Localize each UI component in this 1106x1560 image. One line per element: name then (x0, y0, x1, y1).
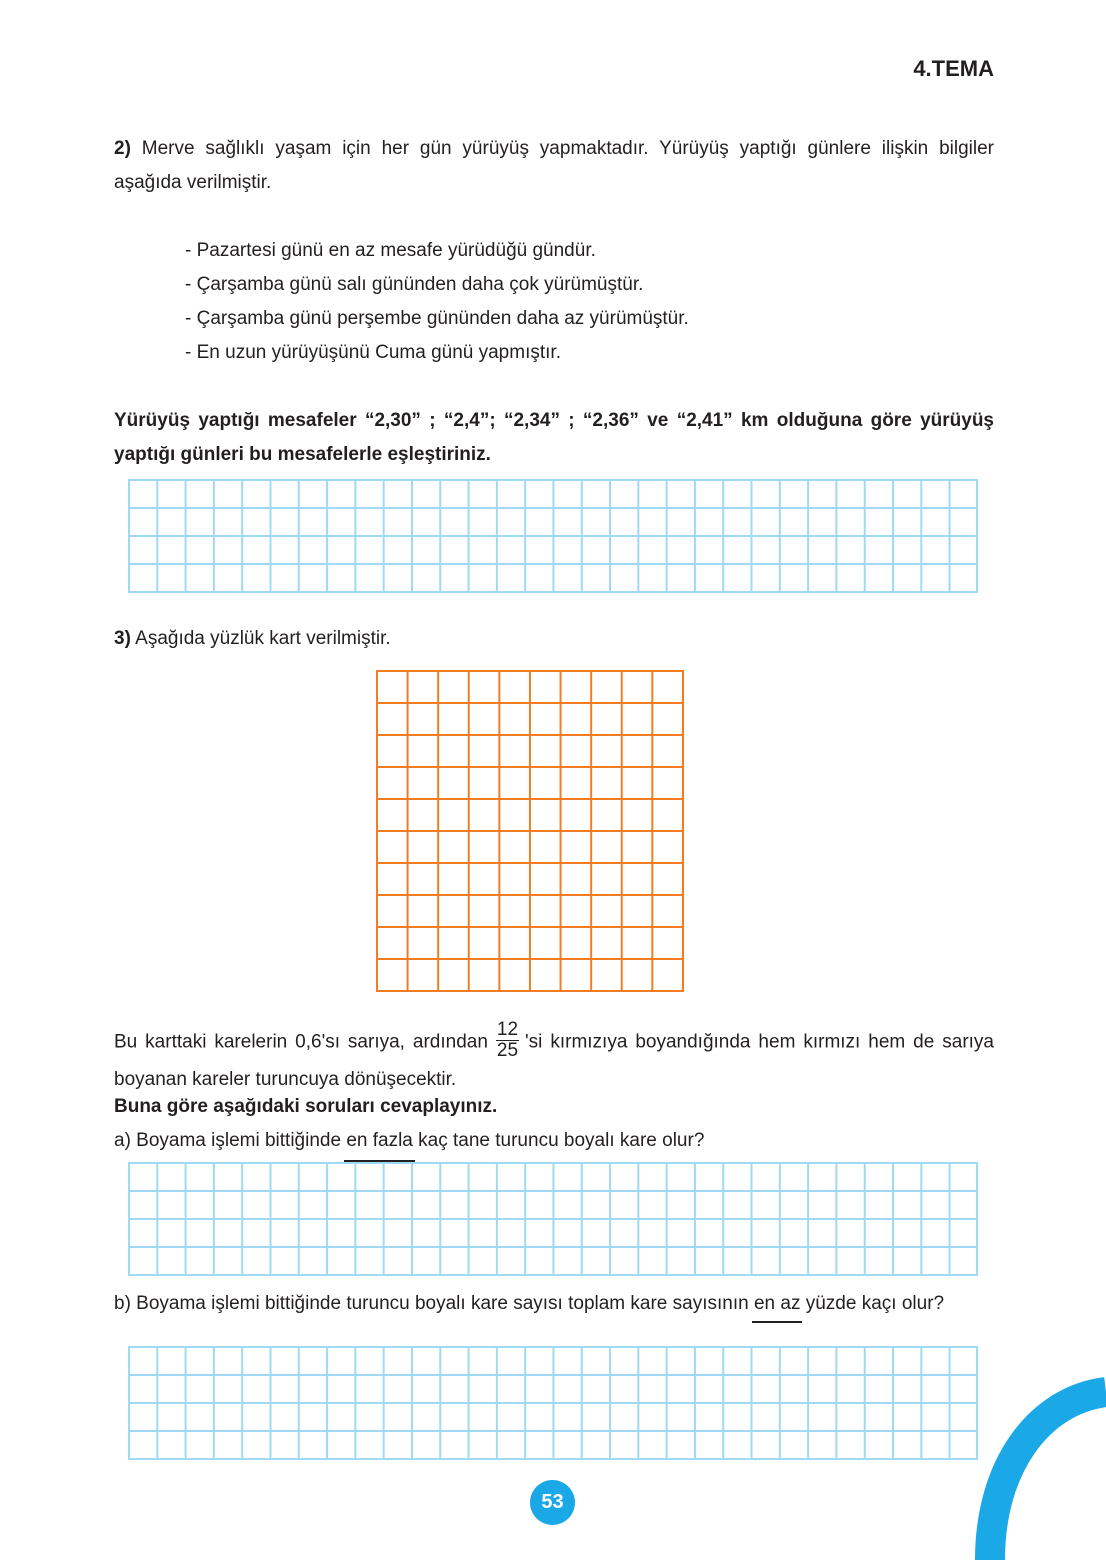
q2-clue: - Çarşamba günü salı gününden daha çok yürümüştür. (185, 274, 644, 295)
q3-question-a (114, 1124, 994, 1158)
q2-clue: - En uzun yürüyüşünü Cuma günü yapmıştır. (185, 342, 561, 363)
q2-intro-text: Merve sağlıklı yaşam için her gün yürüyüş yapmaktadır. Yürüyüş yaptığı günlere ilişkin bilgiler aşağıda verilmiştir. (114, 138, 994, 193)
q3b-after: yüzde kaçı olur? (805, 1293, 945, 1314)
q3b-answer-grid[interactable] (128, 1346, 978, 1460)
q3b-before: b) Boyama işlemi bittiğinde turuncu boyalı kare sayısı toplam kare sayısının (114, 1293, 749, 1314)
decorative-arc (960, 1370, 1106, 1560)
q3a-underlined: en fazla (346, 1124, 413, 1158)
q3-intro-text: Aşağıda yüzlük kart verilmiştir. (135, 628, 391, 649)
theme-header: 4.TEMA (913, 56, 994, 81)
q3-question-b (114, 1288, 994, 1319)
q2-intro (114, 132, 994, 200)
q3-intro (114, 622, 994, 656)
page-number: 53 (541, 1491, 564, 1513)
q2-clue: - Çarşamba günü perşembe gününden daha az yürümüştür. (185, 308, 689, 329)
q2-clue: - Pazartesi günü en az mesafe yürüdüğü gündür. (185, 240, 596, 261)
fraction-denominator: 25 (496, 1040, 519, 1061)
q3a-answer-grid[interactable] (128, 1162, 978, 1276)
q2-number: 2) (114, 138, 131, 159)
page-number-badge (530, 1480, 575, 1525)
q3-description (114, 1019, 994, 1097)
q3-desc-part2: 'si kırmızıya boyandığında hem kırmızı hem de sarıya boyanan kareler turuncuya dönüşecektir. (114, 1031, 994, 1090)
fraction-12-25 (496, 1020, 519, 1061)
q3-number: 3) (114, 628, 131, 649)
q3b-underlined: en az (754, 1288, 800, 1319)
q3-instruction: Buna göre aşağıdaki soruları cevaplayınız. (114, 1096, 498, 1117)
q2-clue-list (185, 234, 689, 370)
fraction-numerator: 12 (496, 1019, 519, 1040)
q2-answer-grid[interactable] (128, 479, 978, 593)
q2-task: Yürüyüş yaptığı mesafeler “2,30” ; “2,4”; “2,34” ; “2,36” ve “2,41” km olduğuna göre yürüyüş yaptığı günleri bu mesafelerle eşleştiriniz. (114, 410, 994, 465)
hundred-grid-card (376, 670, 684, 992)
q3a-after: kaç tane turuncu boyalı kare olur? (418, 1130, 705, 1151)
q3a-before: a) Boyama işlemi bittiğinde (114, 1130, 342, 1151)
q3-desc-part1: Bu karttaki karelerin 0,6'sı sarıya, ardından (114, 1031, 488, 1053)
